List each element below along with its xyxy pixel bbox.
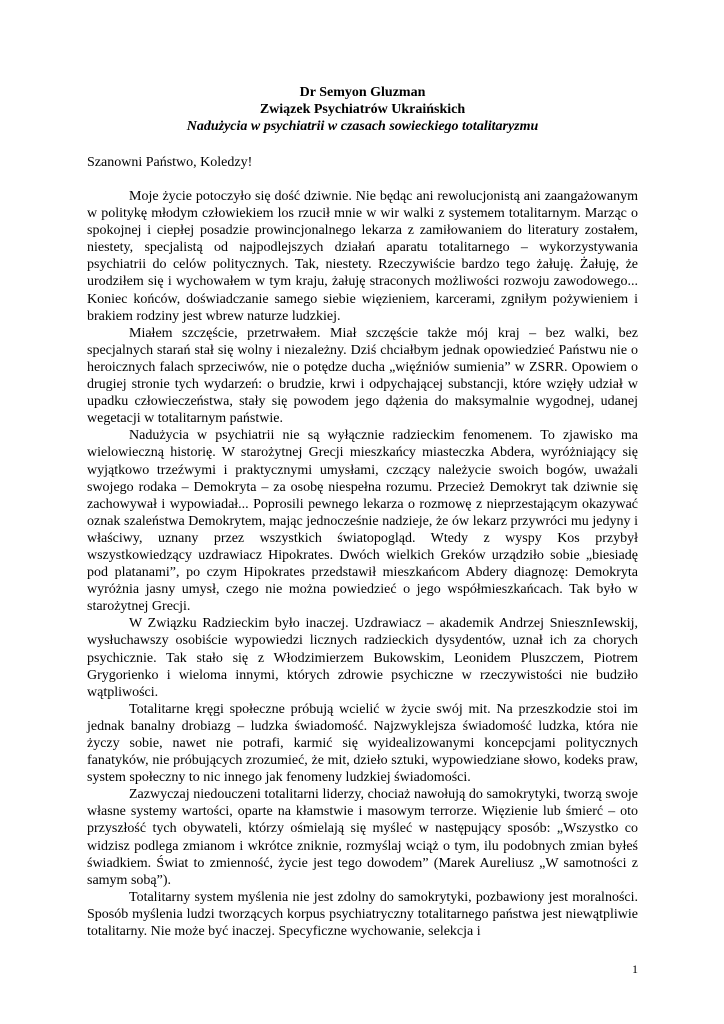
paragraph: Totalitarny system myślenia nie jest zdolny do samokrytyki, pozbawiony jest moralności. Sposób myślenia ludzi tworzących korpus psychiatryczny totalitarnego państwa jest niewątpliwie totalitarny. Nie może być inaczej. Specyficzne wychowanie, selekcja i (87, 889, 638, 940)
document-body (87, 188, 638, 940)
document-header (87, 84, 638, 135)
organization-name: Związek Psychiatrów Ukraińskich (259, 102, 466, 117)
paragraph: W Związku Radzieckim było inaczej. Uzdrawiacz – akademik Andrzej SniesznIewskij, wysłuchawszy osobiście wypowiedzi licznych radzieckich dysydentów, uznał ich za chorych psychicznie. Tak stało się z Włodzimierzem Bukowskim, Leonidem Pluszczem, Piotrem Grygorienko i wieloma innymi, których zdrowie psychiczne w rzeczywistości nie budziło wątpliwości. (87, 616, 638, 700)
page-number: 1 (632, 962, 638, 976)
greeting: Szanowni Państwo, Koledzy! (87, 155, 253, 170)
paragraph: Zazwyczaj niedouczeni totalitarni liderzy, chociaż nawołują do samokrytyki, tworzą swoje własne systemy wartości, oparte na kłamstwie i masowym terrorze. Więzienie lub śmierć – oto przyszłość tych obywateli, którzy ośmielają się myśleć w następujący sposób: „Wszystko co widzisz podlega zmianom i wkrótce zniknie, rozmyślaj wciąż o tym, ilu podobnych zmian byłeś świadkiem. Świat to zmienność, życie jest tego dowodem” (Marek Aureliusz „W samotności z samym sobą”). (87, 787, 638, 888)
document-page (87, 0, 638, 1024)
author-name: Dr Semyon Gluzman (299, 85, 426, 100)
paragraph: Moje życie potoczyło się dość dziwnie. Nie będąc ani rewolucjonistą ani zaangażowanym w politykę młodym człowiekiem los rzucił mnie w wir walki z systemem totalitarnym. Marząc o spokojnej i ciepłej posadzie prowincjonalnego lekarza z zamiłowaniem do literatury zostałem, niestety, specjalistą od najpodlejszych działań aparatu totalitarnego – wykorzystywania psychiatrii do celów politycznych. Tak, niestety. Rzeczywiście bardzo tego żałuję. Żałuję, że urodziłem się i wychowałem w tym kraju, żałuję straconych możliwości rozwoju zawodowego... Koniec końców, doświadczanie samego siebie więzieniem, karcerami, zgniłym pożywieniem i brakiem rodziny jest wbrew naturze ludzkiej. (87, 189, 638, 324)
paragraph: Totalitarne kręgi społeczne próbują wcielić w życie swój mit. Na przeszkodzie stoi im jednak banalny drobiazg – ludzka świadomość. Najzwyklejsza świadomość ludzka, która nie życzy sobie, nawet nie potrafi, karmić się wyidealizowanymi koncepcjami politycznych fanatyków, nie próbujących zrozumieć, że mit, dzieło sztuki, wypowiedziane słowo, kodeks praw, system społeczny to nic innego jak fenomeny ludzkiej świadomości. (87, 701, 638, 786)
document-title: Nadużycia w psychiatrii w czasach sowieckiego totalitaryzmu (186, 119, 539, 134)
paragraph: Miałem szczęście, przetrwałem. Miał szczęście także mój kraj – bez walki, bez specjalnych starań stał się wolny i niezależny. Dziś chciałbym jednak opowiedzieć Państwu nie o heroicznych falach sprzeciwów, nie o potędze ducha „więźniów sumienia” w ZSRR. Opowiem o drugiej stronie tych wydarzeń: o brudzie, krwi i odpychającej substancji, które wzięły udział w upadku człowieczeństwa, stały się powodem jego dążenia do maksymalnie wygodnej, udanej wegetacji w totalitarnym państwie. (87, 325, 638, 427)
paragraph: Nadużycia w psychiatrii nie są wyłącznie radzieckim fenomenem. To zjawisko ma wielowieczną historię. W starożytnej Grecji mieszkańcy miasteczka Abdera, wyróżniający się wyjątkowo trzeźwymi i praktycznymi umysłami, czczący należycie swoich bogów, uważali swojego rodaka – Demokryta – za osobę niespełna rozumu. Przecież Demokryt tak dziwnie się zachowywał i wypowiadał... Poprosili pewnego lekarza o rozmowę z nieprzestającym okazywać oznak szaleństwa Demokrytem, mając jednocześnie nadzieje, że ów lekarz przywróci mu jedyny i właściwy, uznany przez wszystkich światopogląd. Wtedy z wyspy Kos przybył wszystkowiedzący uzdrawiacz Hipokrates. Dwóch wielkich Greków urządziło sobie „biesiadę pod platanami”, po czym Hipokrates przedstawił mieszkańcom Abdery diagnozę: Demokryta wyróżnia jasny umysł, czego nie można powiedzieć o jego współmieszkańcach. Tak było w starożytnej Grecji. (87, 428, 638, 615)
